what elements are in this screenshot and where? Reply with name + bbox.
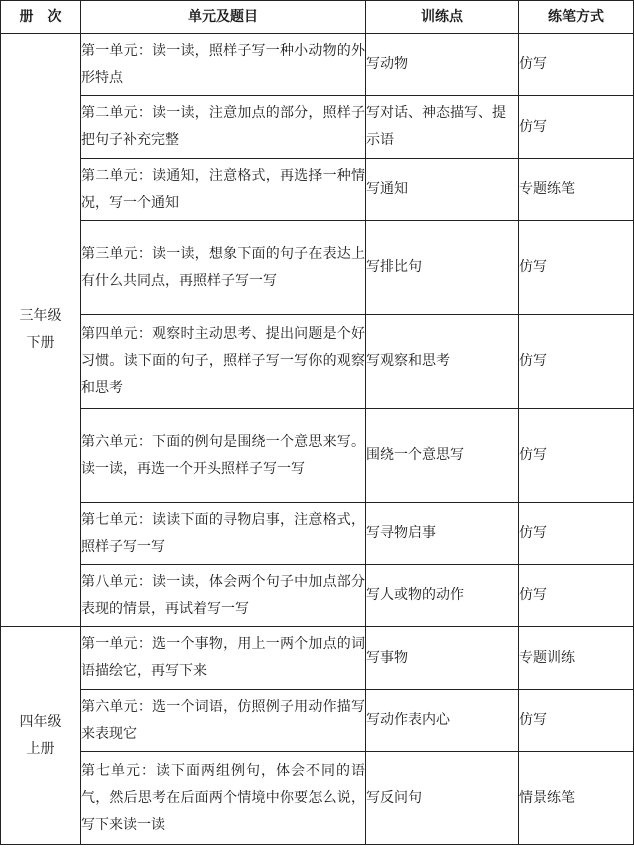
table-row [1,221,634,315]
point-cell: 写观察和思考 [366,315,519,409]
point-cell: 写动作表内心 [366,690,519,752]
table-row [1,96,634,159]
table-row [1,690,634,752]
volume-cell: 四年级上册 [1,627,81,845]
unit-cell: 第七单元：读下面两组例句，体会不同的语气，然后思考在后面两个情境中你要怎么说，写下来读一读 [81,752,366,845]
point-cell: 写对话、神态描写、提示语 [366,96,519,159]
table-row [1,627,634,690]
table-row [1,159,634,221]
mode-cell: 仿写 [519,565,634,627]
header-row [1,1,634,34]
unit-cell: 第二单元：读一读，注意加点的部分，照样子把句子补充完整 [81,96,366,159]
unit-cell: 第一单元：读一读，照样子写一种小动物的外形特点 [81,34,366,96]
mode-cell: 仿写 [519,315,634,409]
mode-cell: 仿写 [519,34,634,96]
unit-cell: 第六单元：下面的例句是围绕一个意思来写。读一读，再选一个开头照样子写一写 [81,409,366,503]
unit-cell: 第七单元：读读下面的寻物启事，注意格式，照样子写一写 [81,503,366,565]
table-row [1,409,634,503]
point-cell: 写人或物的动作 [366,565,519,627]
point-cell: 写通知 [366,159,519,221]
header-mode: 练笔方式 [519,1,634,34]
mode-cell: 仿写 [519,96,634,159]
unit-cell: 第八单元：读一读，体会两个句子中加点部分表现的情景，再试着写一写 [81,565,366,627]
point-cell: 写寻物启事 [366,503,519,565]
mode-cell: 专题练笔 [519,159,634,221]
mode-cell: 仿写 [519,221,634,315]
table-row [1,565,634,627]
header-volume: 册 次 [1,1,81,34]
mode-cell: 专题训练 [519,627,634,690]
table-row [1,34,634,96]
unit-cell: 第六单元：选一个词语，仿照例子用动作描写来表现它 [81,690,366,752]
mode-cell: 仿写 [519,503,634,565]
unit-cell: 第一单元：选一个事物，用上一两个加点的词语描绘它，再写下来 [81,627,366,690]
mode-cell: 仿写 [519,409,634,503]
volume-cell: 三年级下册 [1,34,81,627]
unit-cell: 第四单元：观察时主动思考、提出问题是个好习惯。读下面的句子，照样子写一写你的观察和思考 [81,315,366,409]
unit-cell: 第二单元：读通知，注意格式，再选择一种情况，写一个通知 [81,159,366,221]
mode-cell: 仿写 [519,690,634,752]
point-cell: 写反问句 [366,752,519,845]
point-cell: 围绕一个意思写 [366,409,519,503]
point-cell: 写排比句 [366,221,519,315]
table-row [1,503,634,565]
table-row [1,315,634,409]
point-cell: 写动物 [366,34,519,96]
mode-cell: 情景练笔 [519,752,634,845]
header-unit: 单元及题目 [81,1,366,34]
point-cell: 写事物 [366,627,519,690]
header-point: 训练点 [366,1,519,34]
table-row [1,752,634,845]
unit-cell: 第三单元：读一读，想象下面的句子在表达上有什么共同点，再照样子写一写 [81,221,366,315]
